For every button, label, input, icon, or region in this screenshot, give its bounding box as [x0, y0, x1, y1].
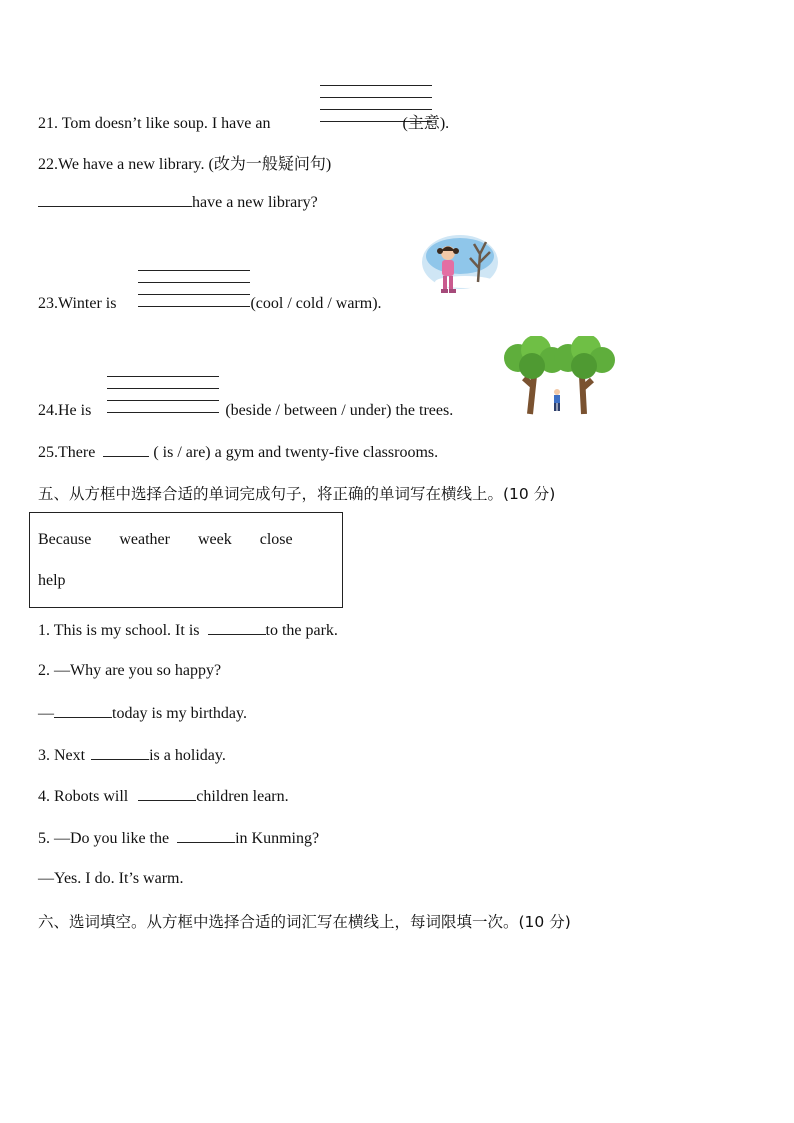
word-box-word: help [38, 572, 66, 589]
q22-answer-suffix: have a new library? [192, 194, 318, 211]
q25-suffix: ( is / are) a gym and twenty-five classrooms. [153, 444, 439, 461]
trees-with-boy-icon [500, 336, 616, 416]
question-24 [38, 402, 453, 420]
q25-prefix: 25.There [38, 444, 96, 461]
item-suffix: today is my birthday. [112, 705, 247, 722]
q21-prefix: 21. Tom doesn’t like soup. I have an [38, 115, 271, 132]
item-prefix: 3. Next [38, 747, 86, 764]
item-suffix: is a holiday. [149, 747, 226, 764]
q22-blank[interactable] [38, 192, 192, 207]
item-3-blank[interactable] [91, 745, 149, 760]
section-5-item-2-answer [38, 703, 247, 723]
question-23 [38, 295, 382, 313]
q21-suffix: (主意). [402, 115, 450, 132]
section-5-item-1 [38, 620, 338, 640]
section-5-item-2: 2. —Why are you so happy? [38, 662, 222, 679]
item-suffix: children learn. [196, 788, 289, 805]
section-5-item-5 [38, 828, 319, 848]
section-5-item-5-answer: —Yes. I do. It’s warm. [38, 870, 184, 887]
question-22: 22.We have a new library. (改为一般疑问句) [38, 156, 332, 173]
section-5-heading: 五、从方框中选择合适的单词完成句子，将正确的单词写在横线上。(10 分) [38, 485, 556, 503]
item-2-blank[interactable] [54, 703, 112, 718]
q23-suffix: (cool / cold / warm). [250, 295, 382, 312]
section-5-item-3 [38, 745, 226, 765]
item-suffix: to the park. [265, 622, 338, 639]
word-box-word: week [197, 531, 232, 548]
q24-suffix: (beside / between / under) the trees. [225, 402, 454, 419]
girl-in-winter-icon [420, 234, 500, 300]
item-prefix: 4. Robots will [38, 788, 129, 805]
word-box [29, 512, 343, 608]
item-1-blank[interactable] [208, 620, 266, 635]
item-prefix: 5. —Do you like the [38, 830, 170, 847]
question-25 [38, 442, 438, 462]
word-box-row-2 [38, 572, 90, 590]
q25-blank[interactable] [103, 442, 149, 457]
word-box-word: close [259, 531, 293, 548]
item-4-blank[interactable] [138, 786, 196, 801]
q24-prefix: 24.He is [38, 402, 92, 419]
question-22-answer [38, 192, 318, 212]
item-prefix: 1. This is my school. It is [38, 622, 200, 639]
section-6-heading: 六、选词填空。从方框中选择合适的词汇写在横线上，每词限填一次。(10 分) [38, 913, 571, 931]
word-box-word: Because [38, 531, 92, 548]
word-box-row-1 [38, 531, 317, 549]
section-5-item-4 [38, 786, 289, 806]
question-21 [38, 110, 449, 133]
item-prefix: — [38, 705, 54, 722]
q23-prefix: 23.Winter is [38, 295, 117, 312]
word-box-word: weather [119, 531, 170, 548]
item-5-blank[interactable] [177, 828, 235, 843]
item-suffix: in Kunming? [235, 830, 320, 847]
